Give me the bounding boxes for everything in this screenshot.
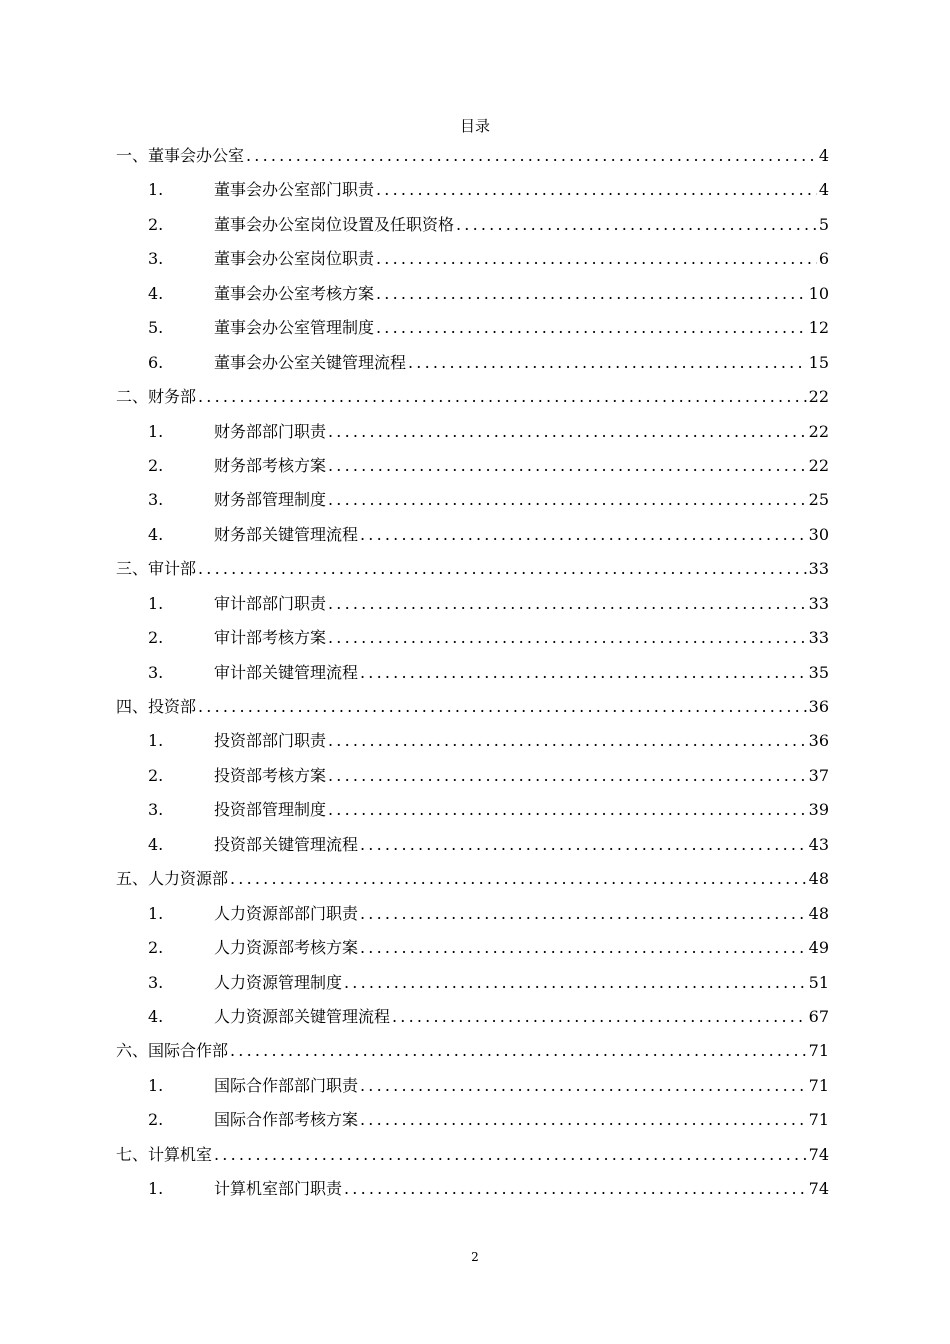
leader-dots: [328, 628, 807, 648]
toc-item-number: 3.: [148, 249, 164, 269]
toc-entry-page: 22: [808, 387, 829, 407]
toc-item-entry[interactable]: [116, 663, 829, 697]
leader-dots: [328, 456, 807, 476]
toc-item-page: 4: [818, 180, 829, 200]
toc-item-label: 投资部考核方案: [214, 765, 327, 785]
toc-section-entry[interactable]: [116, 697, 829, 731]
toc-item-entry[interactable]: [116, 1076, 829, 1110]
toc-item-page: 30: [808, 524, 829, 544]
toc-item-page: 71: [808, 1075, 829, 1095]
toc-item-number: 1.: [148, 1179, 164, 1199]
toc-entry-label: 七、计算机室: [116, 1144, 213, 1164]
toc-entry-page: 4: [818, 146, 829, 165]
toc-item-page: 12: [808, 318, 829, 338]
toc-item-page: 48: [808, 903, 829, 923]
toc-item-label: 国际合作部考核方案: [214, 1110, 359, 1130]
leader-dots: [328, 800, 807, 820]
table-of-contents: [116, 146, 829, 1214]
toc-item-page: 15: [808, 352, 829, 372]
toc-item-number: 1.: [148, 180, 164, 200]
toc-item-label: 审计部关键管理流程: [214, 662, 359, 682]
toc-item-number: 3.: [148, 972, 164, 992]
toc-item-label: 审计部部门职责: [214, 593, 327, 613]
leader-dots: [376, 180, 817, 200]
toc-item-number: 1.: [148, 731, 164, 751]
toc-item-page: 5: [818, 214, 829, 234]
toc-item-page: 49: [808, 938, 829, 958]
toc-item-number: 4.: [148, 834, 164, 854]
leader-dots: [198, 387, 807, 407]
toc-item-label: 财务部考核方案: [214, 455, 327, 475]
toc-item-entry[interactable]: [116, 456, 829, 490]
leader-dots: [328, 766, 807, 786]
toc-item-number: 2.: [148, 1110, 164, 1130]
toc-item-label: 人力资源部部门职责: [214, 903, 359, 923]
leader-dots: [360, 1076, 807, 1096]
toc-entry-page: 74: [808, 1144, 829, 1164]
toc-item-label: 财务部管理制度: [214, 490, 327, 510]
toc-item-entry[interactable]: [116, 628, 829, 662]
toc-section-entry[interactable]: [116, 146, 829, 180]
leader-dots: [328, 594, 807, 614]
toc-item-label: 董事会办公室部门职责: [214, 180, 375, 200]
toc-item-page: 35: [808, 662, 829, 682]
toc-item-entry[interactable]: [116, 525, 829, 559]
toc-item-label: 投资部部门职责: [214, 731, 327, 751]
toc-item-number: 2.: [148, 214, 164, 234]
toc-section-entry[interactable]: [116, 1145, 829, 1179]
toc-entry-page: 33: [808, 559, 829, 579]
toc-item-page: 22: [808, 455, 829, 475]
leader-dots: [344, 973, 807, 993]
toc-item-entry[interactable]: [116, 594, 829, 628]
leader-dots: [328, 490, 807, 510]
toc-item-label: 董事会办公室考核方案: [214, 283, 375, 303]
toc-item-number: 4.: [148, 524, 164, 544]
toc-item-entry[interactable]: [116, 904, 829, 938]
toc-item-entry[interactable]: [116, 835, 829, 869]
toc-item-number: 4.: [148, 1006, 164, 1026]
toc-section-entry[interactable]: [116, 387, 829, 421]
toc-entry-label: 三、审计部: [116, 559, 197, 579]
toc-item-entry[interactable]: [116, 800, 829, 834]
toc-item-number: 1.: [148, 593, 164, 613]
leader-dots: [376, 284, 807, 304]
toc-entry-page: 48: [808, 869, 829, 889]
toc-item-entry[interactable]: [116, 938, 829, 972]
leader-dots: [230, 869, 807, 889]
toc-section-entry[interactable]: [116, 559, 829, 593]
toc-item-number: 2.: [148, 938, 164, 958]
toc-item-number: 5.: [148, 318, 164, 338]
toc-item-page: 39: [808, 800, 829, 820]
toc-item-entry[interactable]: [116, 284, 829, 318]
leader-dots: [246, 146, 817, 166]
toc-item-page: 10: [808, 283, 829, 303]
toc-item-entry[interactable]: [116, 731, 829, 765]
leader-dots: [360, 835, 807, 855]
toc-item-entry[interactable]: [116, 1179, 829, 1213]
toc-item-number: 2.: [148, 455, 164, 475]
toc-section-entry[interactable]: [116, 869, 829, 903]
leader-dots: [408, 353, 807, 373]
toc-item-label: 人力资源管理制度: [214, 972, 343, 992]
toc-item-page: 33: [808, 593, 829, 613]
toc-item-number: 2.: [148, 628, 164, 648]
leader-dots: [376, 318, 807, 338]
toc-item-page: 43: [808, 834, 829, 854]
leader-dots: [360, 938, 807, 958]
leader-dots: [376, 249, 817, 269]
toc-item-entry[interactable]: [116, 766, 829, 800]
toc-item-page: 67: [808, 1006, 829, 1026]
toc-item-label: 财务部关键管理流程: [214, 524, 359, 544]
toc-item-label: 董事会办公室管理制度: [214, 318, 375, 338]
toc-item-label: 财务部部门职责: [214, 421, 327, 441]
toc-item-number: 2.: [148, 765, 164, 785]
toc-item-number: 4.: [148, 283, 164, 303]
toc-item-entry[interactable]: [116, 353, 829, 387]
toc-item-label: 投资部管理制度: [214, 800, 327, 820]
toc-item-number: 3.: [148, 662, 164, 682]
leader-dots: [198, 559, 807, 579]
leader-dots: [360, 525, 807, 545]
leader-dots: [360, 1110, 807, 1130]
toc-item-page: 51: [808, 972, 829, 992]
leader-dots: [230, 1041, 807, 1061]
leader-dots: [360, 904, 807, 924]
toc-item-label: 董事会办公室岗位职责: [214, 249, 375, 269]
leader-dots: [328, 422, 807, 442]
leader-dots: [328, 731, 807, 751]
leader-dots: [360, 663, 807, 683]
toc-entry-label: 五、人力资源部: [116, 869, 229, 889]
toc-item-page: 25: [808, 490, 829, 510]
toc-entry-label: 六、国际合作部: [116, 1041, 229, 1061]
toc-item-label: 投资部关键管理流程: [214, 834, 359, 854]
leader-dots: [392, 1007, 807, 1027]
toc-entry-label: 二、财务部: [116, 387, 197, 407]
toc-item-entry[interactable]: [116, 215, 829, 249]
toc-item-page: 71: [808, 1110, 829, 1130]
leader-dots: [214, 1145, 807, 1165]
toc-item-number: 1.: [148, 903, 164, 923]
toc-item-entry[interactable]: [116, 180, 829, 214]
toc-item-label: 审计部考核方案: [214, 628, 327, 648]
leader-dots: [344, 1179, 807, 1199]
toc-item-label: 国际合作部部门职责: [214, 1075, 359, 1095]
toc-entry-label: 四、投资部: [116, 697, 197, 716]
toc-item-number: 1.: [148, 421, 164, 441]
toc-item-page: 33: [808, 628, 829, 648]
toc-item-entry[interactable]: [116, 249, 829, 283]
toc-item-label: 董事会办公室关键管理流程: [214, 352, 407, 372]
toc-item-entry[interactable]: [116, 1110, 829, 1144]
toc-section-entry[interactable]: [116, 1041, 829, 1075]
toc-item-page: 74: [808, 1179, 829, 1199]
toc-entry-page: 36: [808, 697, 829, 716]
toc-item-number: 1.: [148, 1075, 164, 1095]
toc-item-page: 36: [808, 731, 829, 751]
toc-item-number: 3.: [148, 800, 164, 820]
toc-item-page: 6: [818, 249, 829, 269]
toc-item-number: 6.: [148, 352, 164, 372]
toc-item-entry[interactable]: [116, 422, 829, 456]
toc-title: 目录: [459, 117, 490, 135]
toc-item-entry[interactable]: [116, 490, 829, 524]
toc-item-entry[interactable]: [116, 318, 829, 352]
leader-dots: [198, 697, 807, 717]
toc-item-label: 董事会办公室岗位设置及任职资格: [214, 214, 455, 234]
toc-entry-page: 71: [808, 1041, 829, 1061]
toc-item-label: 人力资源部关键管理流程: [214, 1006, 391, 1026]
toc-item-entry[interactable]: [116, 1007, 829, 1041]
leader-dots: [456, 215, 817, 235]
toc-item-label: 计算机室部门职责: [214, 1179, 343, 1199]
toc-entry-label: 一、董事会办公室: [116, 146, 245, 165]
toc-item-entry[interactable]: [116, 973, 829, 1007]
toc-item-label: 人力资源部考核方案: [214, 938, 359, 958]
page-number: 2: [471, 1250, 479, 1264]
toc-item-page: 37: [808, 765, 829, 785]
toc-item-number: 3.: [148, 490, 164, 510]
toc-item-page: 22: [808, 421, 829, 441]
